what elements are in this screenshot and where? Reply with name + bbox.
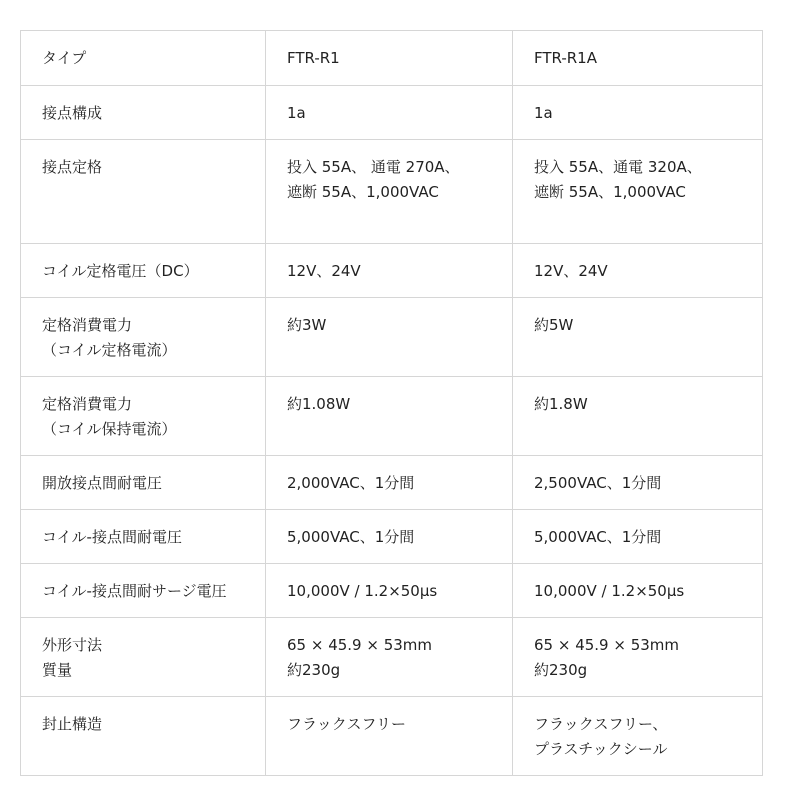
row-label: コイル-接点間耐サージ電圧	[42, 582, 227, 600]
r1-value: 約1.08W	[287, 395, 351, 413]
r1-value: 遮断 55A、1,000VAC	[287, 183, 439, 201]
r1-value: 12V、24V	[287, 262, 361, 280]
row-label: 接点構成	[42, 104, 103, 122]
r1-value-cell	[266, 510, 513, 564]
r1a-value: 約5W	[534, 316, 574, 334]
row-label-cell	[21, 697, 266, 776]
r1-value: 1a	[287, 104, 306, 122]
row-label-cell	[21, 86, 266, 140]
row-label-cell	[21, 564, 266, 618]
row-label-cell	[21, 618, 266, 697]
r1-value-cell	[266, 86, 513, 140]
r1a-value: 約1.8W	[534, 395, 588, 413]
r1a-value-cell	[513, 618, 763, 697]
r1-value-cell	[266, 377, 513, 456]
table-row	[21, 618, 763, 697]
r1a-value-cell	[513, 140, 763, 244]
r1-value: フラックスフリー	[287, 715, 406, 733]
r1-value: 10,000V / 1.2×50μs	[287, 582, 438, 600]
row-label: （コイル保持電流）	[42, 420, 177, 438]
r1-value-cell	[266, 298, 513, 377]
r1a-value: フラックスフリー、	[534, 715, 668, 733]
r1-value: 約3W	[287, 316, 327, 334]
r1-value-cell	[266, 456, 513, 510]
table-row	[21, 140, 763, 244]
row-label-cell	[21, 510, 266, 564]
r1-value: 2,000VAC、1分間	[287, 474, 415, 492]
table-row	[21, 298, 763, 377]
r1a-value-cell	[513, 697, 763, 776]
r1-value: 約230g	[287, 661, 341, 679]
row-label: 接点定格	[42, 158, 103, 176]
row-label: 定格消費電力	[42, 395, 133, 413]
row-label: 封止構造	[42, 715, 103, 733]
r1a-value: 65 × 45.9 × 53mm	[534, 636, 680, 654]
r1a-value: 12V、24V	[534, 262, 608, 280]
r1-value: 投入 55A、 通電 270A、	[287, 158, 460, 176]
row-label: コイル定格電圧（DC）	[42, 262, 199, 280]
r1a-value: 10,000V / 1.2×50μs	[534, 582, 685, 600]
r1a-value-cell	[513, 456, 763, 510]
r1a-value: プラスチックシール	[534, 740, 668, 758]
header-ftr-r1-cell	[266, 31, 513, 86]
row-label: 開放接点間耐電圧	[42, 474, 163, 492]
r1-value-cell	[266, 140, 513, 244]
row-label-cell	[21, 244, 266, 298]
r1-value-cell	[266, 244, 513, 298]
r1a-value: 約230g	[534, 661, 588, 679]
header-type-label: タイプ	[42, 49, 87, 67]
row-label: 定格消費電力	[42, 316, 133, 334]
header-type-cell	[21, 31, 266, 86]
row-label-cell	[21, 140, 266, 244]
r1-value-cell	[266, 697, 513, 776]
r1a-value-cell	[513, 510, 763, 564]
spec-table	[20, 30, 763, 776]
r1a-value-cell	[513, 564, 763, 618]
row-label-cell	[21, 456, 266, 510]
spec-table-wrapper	[20, 30, 763, 776]
r1a-value: 遮断 55A、1,000VAC	[534, 183, 686, 201]
row-label: 外形寸法	[42, 636, 103, 654]
row-label: （コイル定格電流）	[42, 341, 177, 359]
table-row	[21, 697, 763, 776]
table-row	[21, 564, 763, 618]
r1-value: 5,000VAC、1分間	[287, 528, 415, 546]
r1-value-cell	[266, 564, 513, 618]
r1-value: 65 × 45.9 × 53mm	[287, 636, 433, 654]
header-ftr-r1-label: FTR-R1	[287, 49, 340, 67]
r1a-value-cell	[513, 244, 763, 298]
row-label: コイル-接点間耐電圧	[42, 528, 182, 546]
header-ftr-r1a-cell	[513, 31, 763, 86]
table-row	[21, 456, 763, 510]
r1a-value-cell	[513, 86, 763, 140]
r1a-value: 5,000VAC、1分間	[534, 528, 662, 546]
r1a-value: 2,500VAC、1分間	[534, 474, 662, 492]
r1a-value: 投入 55A、通電 320A、	[534, 158, 702, 176]
row-label-cell	[21, 298, 266, 377]
table-header-row	[21, 31, 763, 86]
row-label-cell	[21, 377, 266, 456]
table-row	[21, 377, 763, 456]
table-row	[21, 510, 763, 564]
table-row	[21, 86, 763, 140]
r1a-value: 1a	[534, 104, 553, 122]
r1-value-cell	[266, 618, 513, 697]
r1a-value-cell	[513, 298, 763, 377]
row-label: 質量	[42, 661, 73, 679]
r1a-value-cell	[513, 377, 763, 456]
table-row	[21, 244, 763, 298]
header-ftr-r1a-label: FTR-R1A	[534, 49, 597, 67]
